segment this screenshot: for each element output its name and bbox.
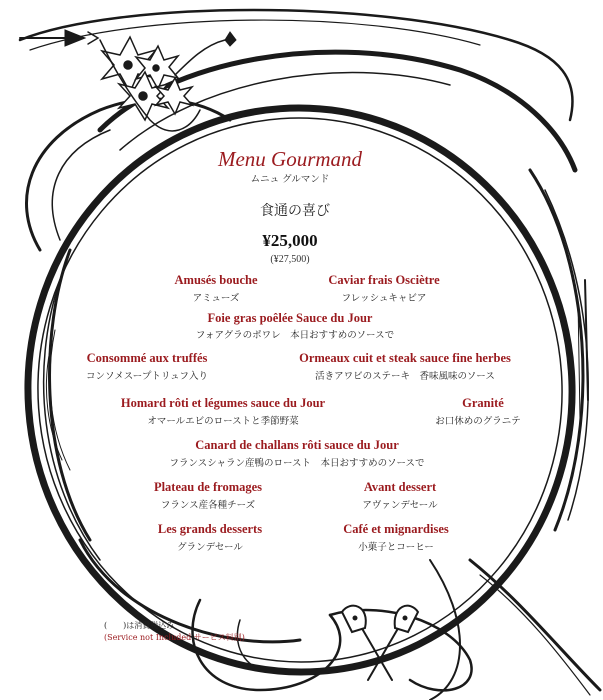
tax-note: ( )は消費税込み [104, 621, 175, 630]
course-name: Avant dessert [363, 480, 437, 494]
course-name-jp: オマールエビのローストと季節野菜 [147, 416, 299, 427]
menu-title-jp: ムニュ グルマンド [250, 174, 330, 185]
course-name: Ormeaux cuit et steak sauce fine herbes [299, 351, 511, 365]
course-name: Caviar frais Osciètre [328, 273, 440, 287]
course-name-jp: アヴァンデセール [362, 500, 438, 511]
course-name-jp: フレッシュキャビア [341, 293, 427, 304]
course-name: Foie gras poêlée Sauce du Jour [207, 311, 373, 325]
menu-title: Menu Gourmand [217, 147, 363, 171]
menu-heading-jp: 食通の喜び [260, 203, 330, 219]
course-name-jp: お口休めのグラニテ [435, 416, 521, 427]
course-name-jp: 活きアワビのステーキ 香味風味のソース [315, 371, 495, 382]
menu-price-tax: (¥27,500) [270, 254, 310, 265]
course-name: Consommé aux truffés [86, 351, 208, 365]
service-note: (Service not Included サービス料別) [104, 633, 245, 642]
course-name: Homard rôti et légumes sauce du Jour [120, 396, 326, 410]
course-name: Amusés bouche [174, 273, 258, 287]
menu-price: ¥25,000 [262, 231, 318, 250]
course-name: Granité [462, 396, 504, 410]
course-name: Plateau de fromages [153, 480, 263, 494]
course-name-jp: グランデセール [177, 542, 243, 553]
course-name-jp: 小菓子とコーヒー [358, 542, 434, 553]
course-name: Les grands desserts [157, 522, 263, 536]
course-name-jp: フランスシャラン産鴨のロースト 本日おすすめのソースで [169, 458, 425, 469]
course-name-jp: アミューズ [192, 293, 240, 304]
course-name-jp: フランス産各種チーズ [160, 500, 256, 511]
course-name: Café et mignardises [343, 522, 449, 536]
course-name-jp: フォアグラのポワレ 本日おすすめのソースで [195, 330, 395, 341]
course-name: Canard de challans rôti sauce du Jour [195, 438, 399, 452]
course-name-jp: コンソメスープトリュフ入り [85, 371, 209, 382]
